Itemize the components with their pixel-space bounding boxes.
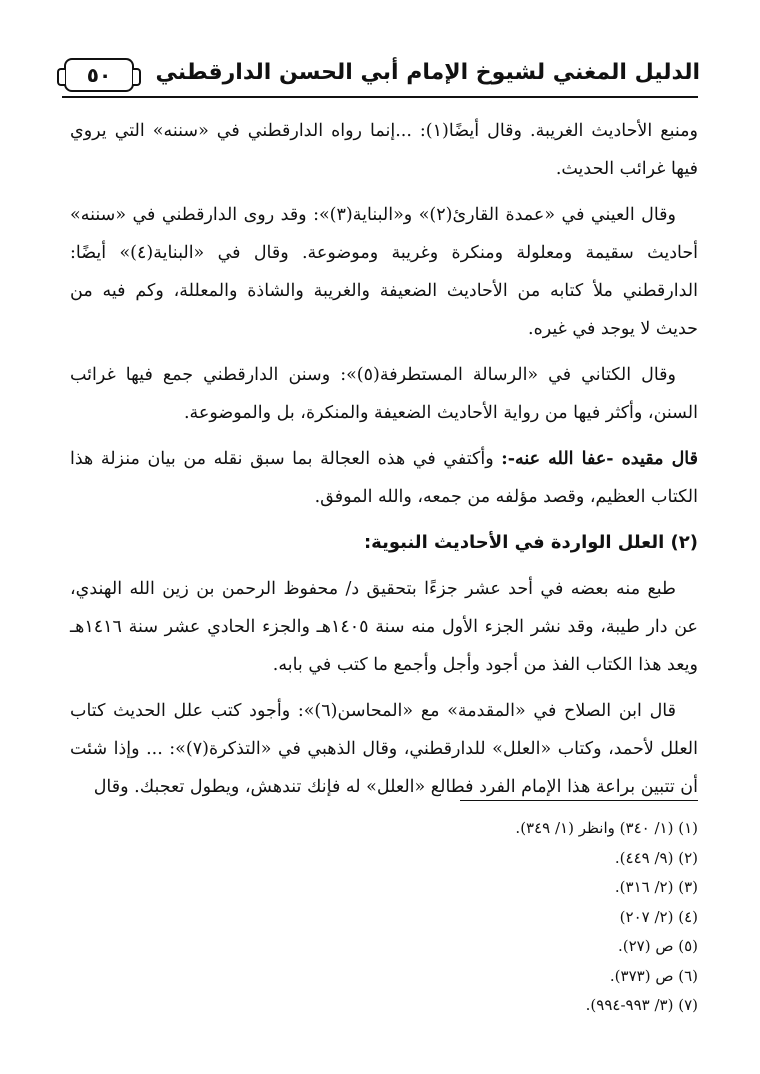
main-text <box>70 112 698 814</box>
header-divider <box>62 96 698 98</box>
section-heading: (٢) العلل الواردة في الأحاديث النبوية: <box>363 532 698 553</box>
footnote-6: (٦) ص (٣٧٣). <box>609 966 698 985</box>
page-number: ٥٠ <box>64 58 134 92</box>
footnote-7: (٧) (٣/ ٩٩٣-٩٩٤). <box>585 996 698 1014</box>
paragraph-6: قال ابن الصلاح في «المقدمة» مع «المحاسن(٦)»: وأجود كتب علل الحديث كتاب العلل لأحمد، وكتاب «العلل» للدارقطني، وقال الذهبي في «التذكرة(٧)»: ... وإذا شئت أن تتبين براعة هذا الإمام الفرد فطالع «العلل» له فإنك تندهش، ويطول تعجبك. وقال <box>70 701 699 797</box>
paragraph-2: وقال العيني في «عمدة القارئ(٢)» و«البناية(٣)»: وقد روى الدارقطني في «سننه» أحاديث سقيمة ومعلولة ومنكرة وغريبة وموضوعة. وقال في «البناية(٤)» أيضًا: الدارقطني ملأ كتابه من الأحاديث الضعيفة والغريبة والشاذة والمعللة، وكم فيه من حديث لا يوجد في غيره. <box>70 205 699 339</box>
footnote-5: (٥) ص (٢٧). <box>617 937 698 955</box>
footnote-divider <box>460 800 698 801</box>
paragraph-1: ومنبع الأحاديث الغريبة. وقال أيضًا(١): ...إنما رواه الدارقطني في «سننه» التي يروي فيها غرائب الحديث. <box>70 121 698 179</box>
author-note-label: قال مقيده -عفا الله عنه-: <box>501 449 698 469</box>
author-note-text: وأكتفي في هذه العجالة بما سبق نقله من بيان منزلة هذا الكتاب العظيم، وقصد مؤلفه من جمعه، والله الموفق. <box>70 449 698 507</box>
footnote-3: (٣) (٢/ ٣١٦). <box>614 878 698 896</box>
footnotes <box>70 814 698 1021</box>
footnote-2: (٢) (٩/ ٤٤٩). <box>614 848 698 867</box>
paragraph-5: طبع منه بعضه في أحد عشر جزءًا بتحقيق د/ محفوظ الرحمن بن زين الله الهندي، عن دار طيبة، وقد نشر الجزء الأول منه سنة ١٤٠٥هـ والجزء الحادي عشر سنة ١٤١٦هـ ويعد هذا الكتاب الفذ من أجود وأجل وأجمع ما كتب في بابه. <box>70 579 699 675</box>
footnote-1: (١) (١/ ٣٤٠) وانظر (١/ ٣٤٩). <box>515 819 698 837</box>
running-title: الدليل المغني لشيوخ الإمام أبي الحسن الدارقطني <box>155 60 700 85</box>
footnote-4: (٤) (٢/ ٢٠٧) <box>619 907 698 926</box>
paragraph-4 <box>70 440 698 516</box>
paragraph-3: وقال الكتاني في «الرسالة المستطرفة(٥)»: وسنن الدارقطني جمع فيها غرائب السنن، وأكثر فيها من رواية الأحاديث الضعيفة والمنكرة، بل والموضوعة. <box>70 365 698 423</box>
page-header <box>60 56 700 96</box>
